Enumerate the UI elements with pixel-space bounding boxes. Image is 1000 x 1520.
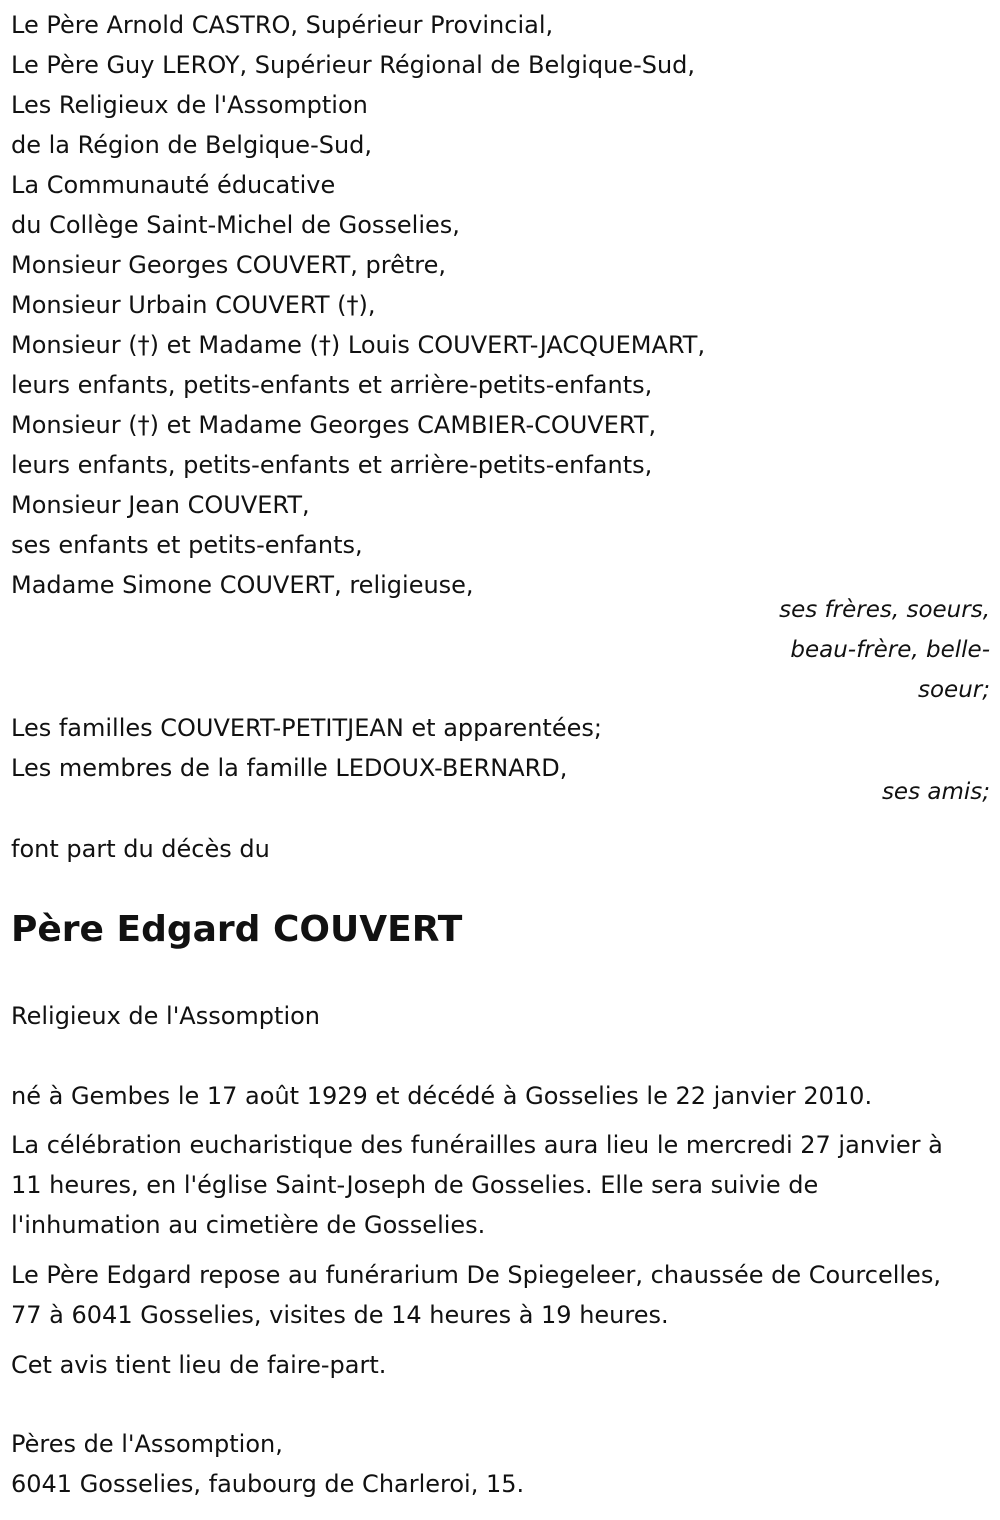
relation-friends: ses amis; [881, 779, 990, 805]
donor-line: Monsieur Jean COUVERT, [11, 491, 310, 519]
donor-line: Monsieur Urbain COUVERT (†), [11, 291, 376, 319]
donor-line: Monsieur Georges COUVERT, prêtre, [11, 251, 446, 279]
family-line: Les familles COUVERT-PETITJEAN et apparentées; [11, 714, 602, 742]
donor-line: leurs enfants, petits-enfants et arrière-petits-enfants, [11, 451, 653, 479]
funeral-paragraph: La célébration eucharistique des funérailles aura lieu le mercredi 27 janvier à 11 heures, en l'église Saint-Joseph de Gosselies. Elle sera suivie de l'inhumation au cimetière de Gosselies. [11, 1131, 943, 1239]
donor-line: Les Religieux de l'Assomption [11, 91, 368, 119]
deceased-name: Père Edgard COUVERT [11, 909, 463, 950]
donor-line: de la Région de Belgique-Sud, [11, 131, 373, 159]
signature-line: 6041 Gosselies, faubourg de Charleroi, 15. [11, 1470, 525, 1498]
funerarium-paragraph: Le Père Edgard repose au funérarium De Spiegeleer, chaussée de Courcelles, 77 à 6041 Gosselies, visites de 14 heures à 19 heures. [11, 1261, 941, 1329]
signature-line: Pères de l'Assomption, [11, 1430, 283, 1458]
birth-death-paragraph: né à Gembes le 17 août 1929 et décédé à Gosselies le 22 janvier 2010. [11, 1082, 873, 1110]
deceased-role: Religieux de l'Assomption [11, 1002, 320, 1030]
donor-line: ses enfants et petits-enfants, [11, 531, 363, 559]
family-line: Les membres de la famille LEDOUX-BERNARD, [11, 754, 568, 782]
donor-line: Monsieur (†) et Madame (†) Louis COUVERT-JACQUEMART, [11, 331, 706, 359]
notice-paragraph: Cet avis tient lieu de faire-part. [11, 1351, 387, 1379]
announcement-text: font part du décès du [11, 835, 270, 863]
relation-siblings-line: ses frères, soeurs, [779, 597, 990, 623]
donor-line: du Collège Saint-Michel de Gosselies, [11, 211, 460, 239]
relation-siblings-line: beau-frère, belle- [790, 637, 990, 663]
donor-line: leurs enfants, petits-enfants et arrière-petits-enfants, [11, 371, 653, 399]
relation-siblings-line: soeur; [918, 677, 990, 703]
donor-line: Madame Simone COUVERT, religieuse, [11, 571, 474, 599]
donor-line: Monsieur (†) et Madame Georges CAMBIER-COUVERT, [11, 411, 657, 439]
donor-line: La Communauté éducative [11, 171, 336, 199]
donor-line: Le Père Arnold CASTRO, Supérieur Provincial, [11, 11, 554, 39]
donor-line: Le Père Guy LEROY, Supérieur Régional de Belgique-Sud, [11, 51, 696, 79]
